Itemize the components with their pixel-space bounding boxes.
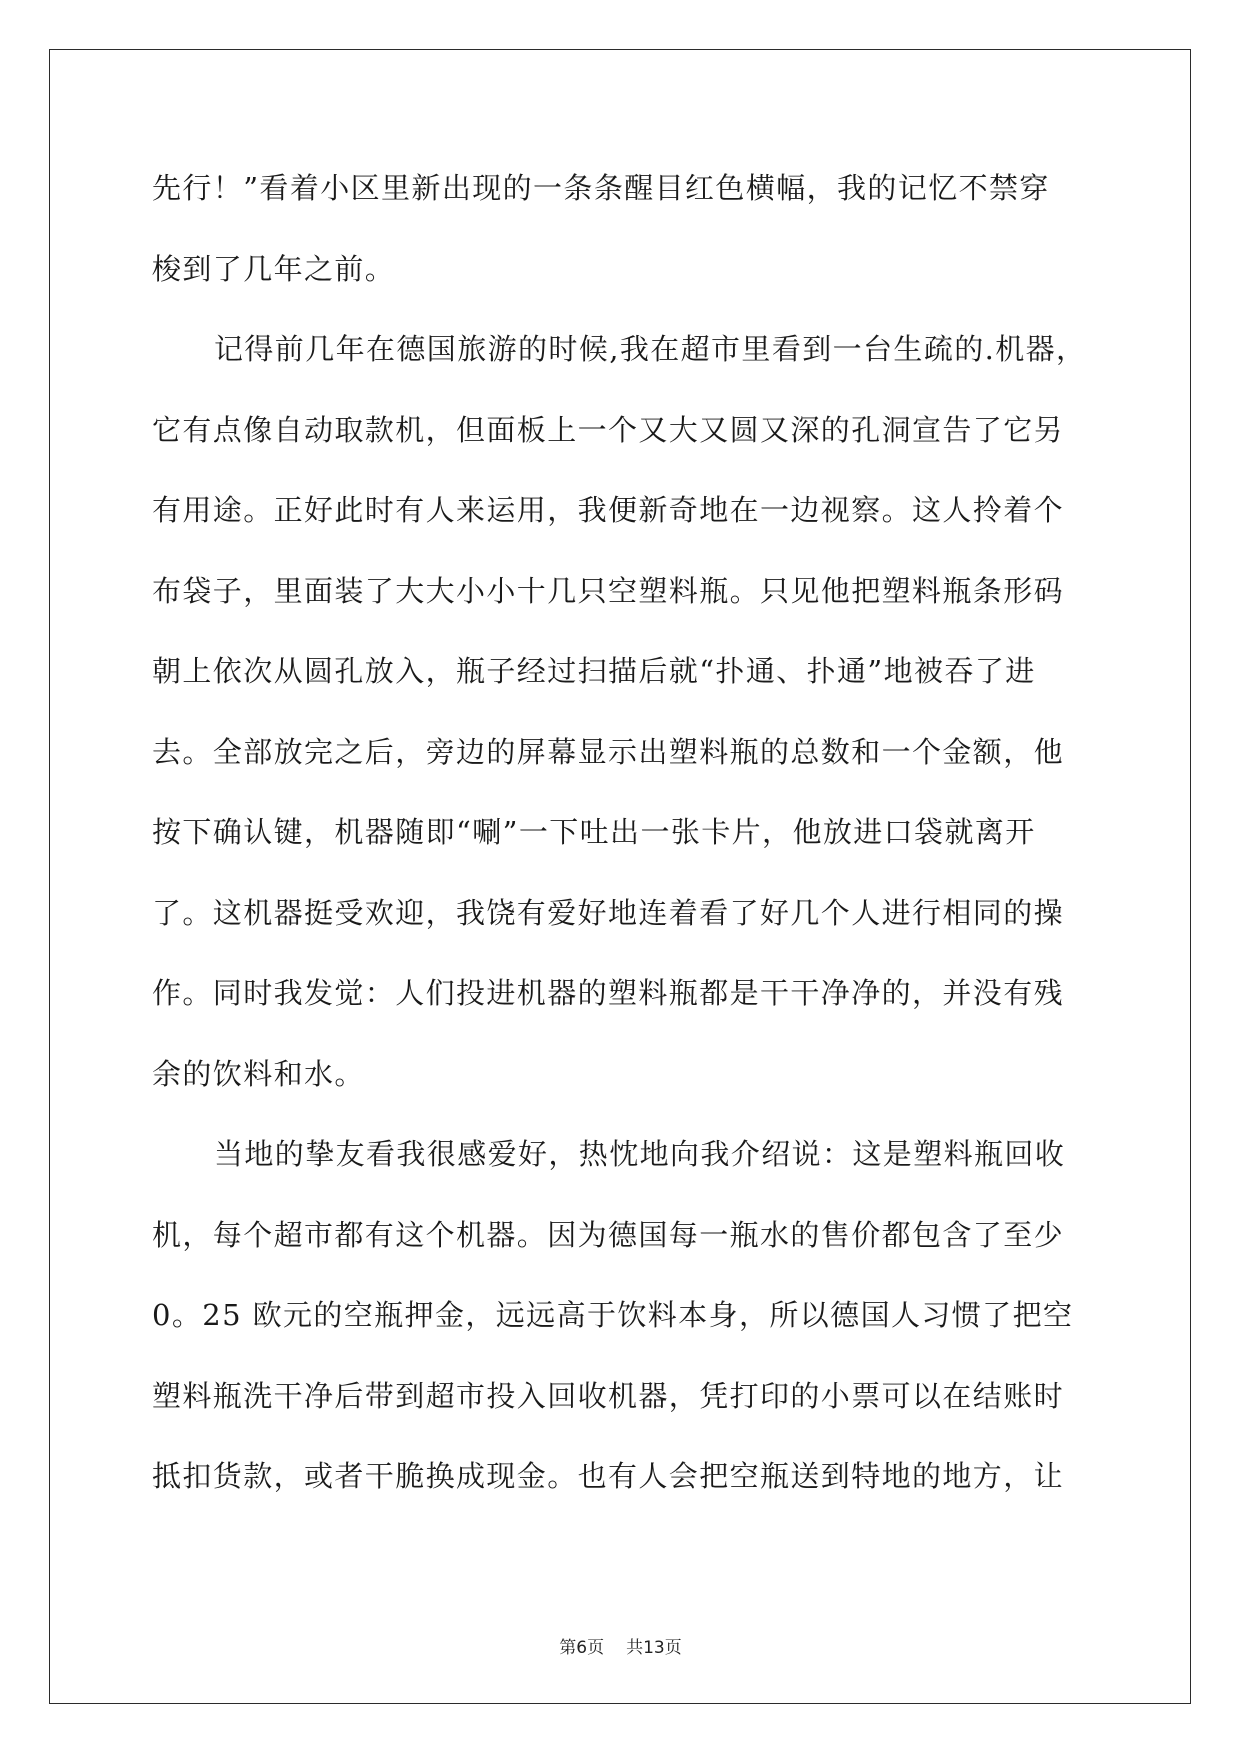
text-line: 0。25 欧元的空瓶押金，远远高于饮料本身，所以德国人习惯了把空 bbox=[152, 1298, 1074, 1332]
page-footer bbox=[0, 1636, 1241, 1660]
text-line: 余的饮料和水。 bbox=[152, 1057, 365, 1091]
text-line: 有用途。正好此时有人来运用，我便新奇地在一边视察。这人拎着个 bbox=[152, 493, 1065, 527]
paragraph-first-line: 记得前几年在德国旅游的时候,我在超市里看到一台生疏的.机器， bbox=[214, 332, 1087, 366]
text-line: 按下确认键，机器随即“唰”一下吐出一张卡片，他放进口袋就离开 bbox=[152, 815, 1036, 849]
text-line: 抵扣货款，或者干脆换成现金。也有人会把空瓶送到特地的地方，让 bbox=[152, 1459, 1065, 1493]
page-total: 共13页 bbox=[626, 1638, 682, 1658]
text-line: 作。同时我发觉：人们投进机器的塑料瓶都是干干净净的，并没有残 bbox=[152, 976, 1065, 1010]
text-line: 了。这机器挺受欢迎，我饶有爱好地连着看了好几个人进行相同的操 bbox=[152, 896, 1065, 930]
text-line: 去。全部放完之后，旁边的屏幕显示出塑料瓶的总数和一个金额，他 bbox=[152, 735, 1065, 769]
text-line: 先行！”看着小区里新出现的一条条醒目红色横幅，我的记忆不禁穿 bbox=[152, 171, 1050, 205]
page-number: 第6页 bbox=[559, 1638, 605, 1658]
text-line: 塑料瓶洗干净后带到超市投入回收机器，凭打印的小票可以在结账时 bbox=[152, 1379, 1065, 1413]
paragraph-first-line: 当地的挚友看我很感爱好，热忱地向我介绍说：这是塑料瓶回收 bbox=[214, 1137, 1066, 1171]
text-line: 布袋子，里面装了大大小小十几只空塑料瓶。只见他把塑料瓶条形码 bbox=[152, 574, 1065, 608]
text-line: 机，每个超市都有这个机器。因为德国每一瓶水的售价都包含了至少 bbox=[152, 1218, 1065, 1252]
text-line: 朝上依次从圆孔放入，瓶子经过扫描后就“扑通、扑通”地被吞了进 bbox=[152, 654, 1036, 688]
text-line: 它有点像自动取款机，但面板上一个又大又圆又深的孔洞宣告了它另 bbox=[152, 413, 1065, 447]
text-line: 梭到了几年之前。 bbox=[152, 252, 396, 286]
